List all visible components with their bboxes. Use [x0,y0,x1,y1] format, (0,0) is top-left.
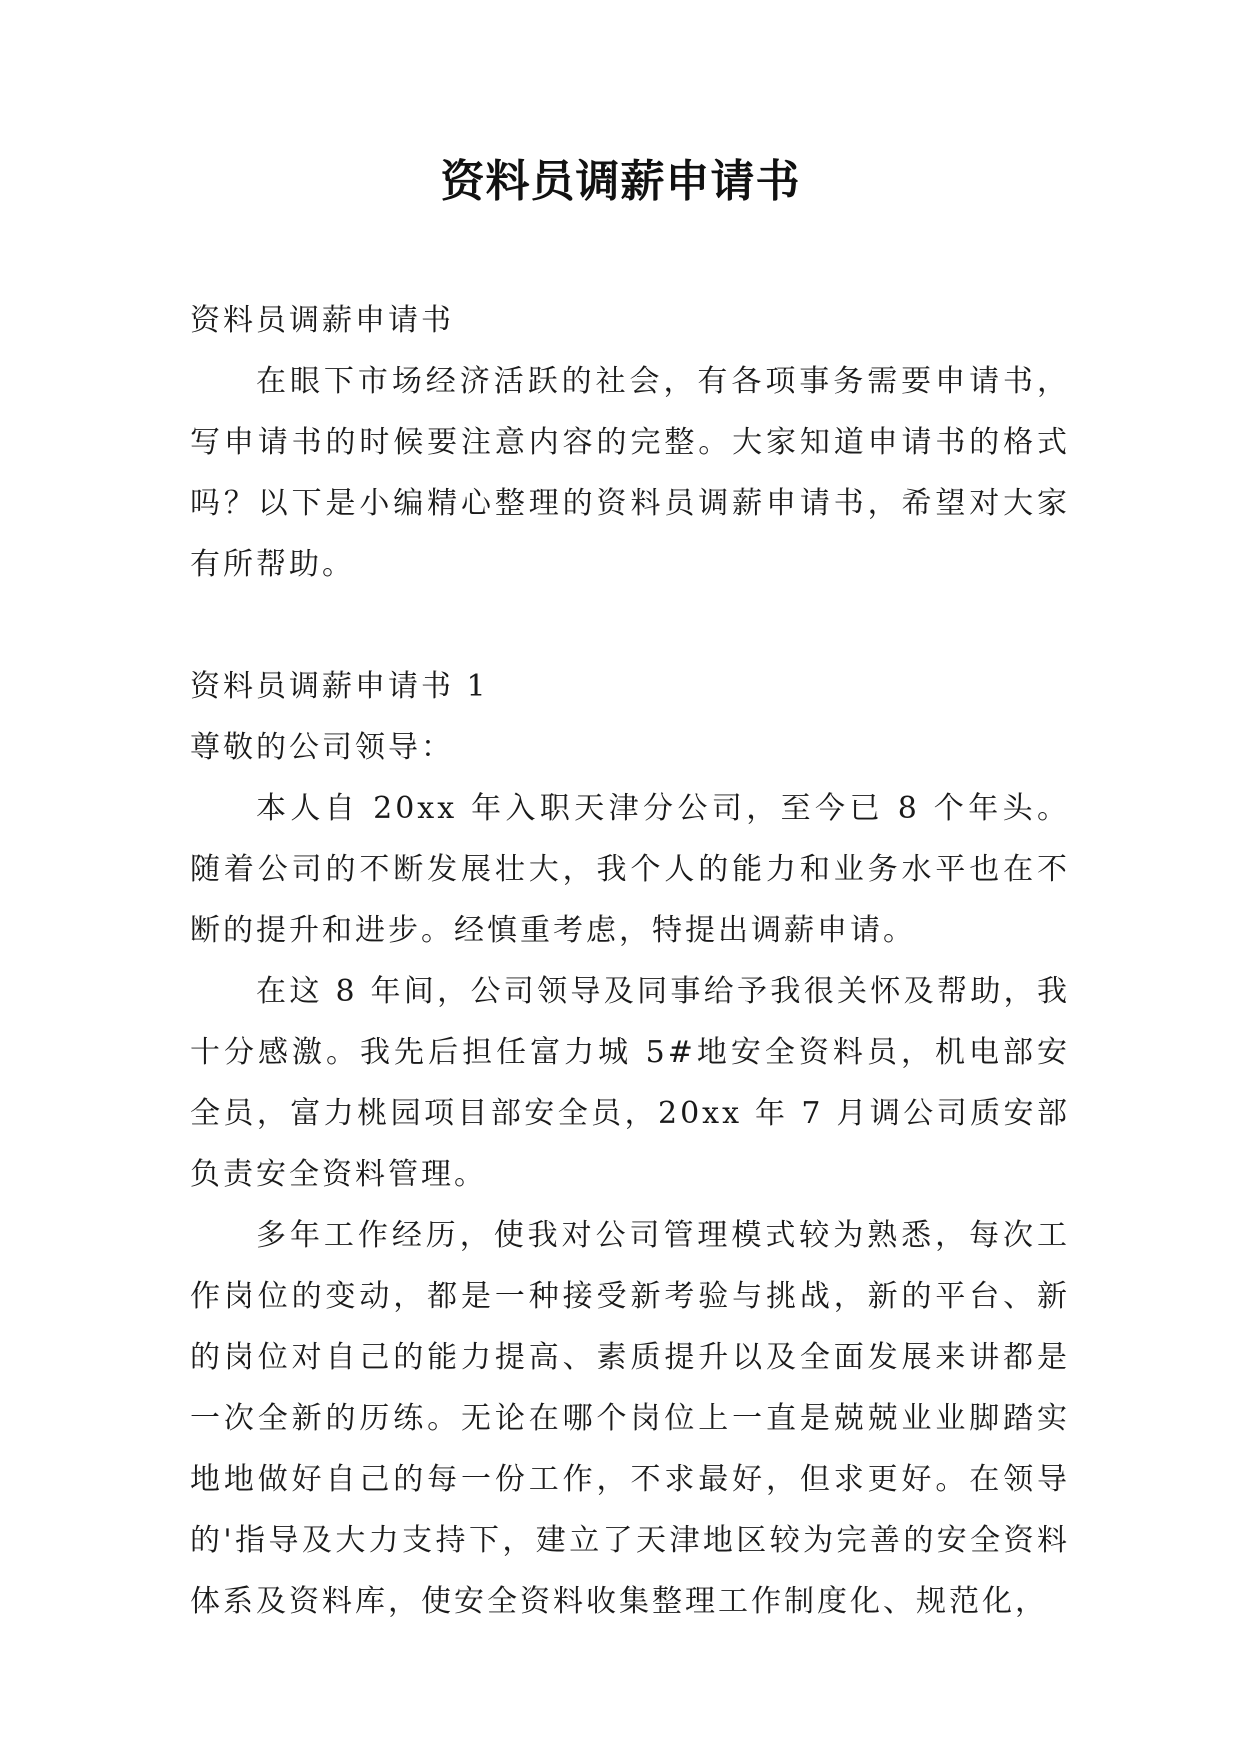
body-paragraph: 在这 8 年间，公司领导及同事给予我很关怀及帮助，我十分感激。我先后担任富力城 5#地安全资料员，机电部安全员，富力桃园项目部安全员，20xx 年 7 月调公司质安部负责安全资料管理。 [190,974,1070,1192]
body-paragraph: 多年工作经历，使我对公司管理模式较为熟悉，每次工作岗位的变动，都是一种接受新考验与挑战，新的平台、新的岗位对自己的能力提高、素质提升以及全面发展来讲都是一次全新的历练。无论在哪个岗位上一直是兢兢业业脚踏实地地做好自己的每一份工作，不求最好，但求更好。在领导的'指导及大力支持下，建立了天津地区较为完善的安全资料体系及资料库，使安全资料收集整理工作制度化、规范化， [190,1218,1070,1619]
body-paragraph: 本人自 20xx 年入职天津分公司，至今已 8 个年头。 随着公司的不断发展壮大，我个人的能力和业务水平也在不断的提升和进步。经慎重考虑，特提出调薪申请。 [190,791,1070,948]
document-body [190,290,1070,1632]
salutation: 尊敬的公司领导： [190,730,454,765]
section1-heading: 资料员调薪申请书 1 [190,669,489,704]
section-heading: 资料员调薪申请书 [190,303,454,338]
paragraph-spacer [190,595,1070,656]
document-title: 资料员调薪申请书 [440,156,801,207]
intro-paragraph: 在眼下市场经济活跃的社会，有各项事务需要申请书，写申请书的时候要注意内容的完整。大家知道申请书的格式吗？以下是小编精心整理的资料员调薪申请书，希望对大家有所帮助。 [190,364,1070,582]
